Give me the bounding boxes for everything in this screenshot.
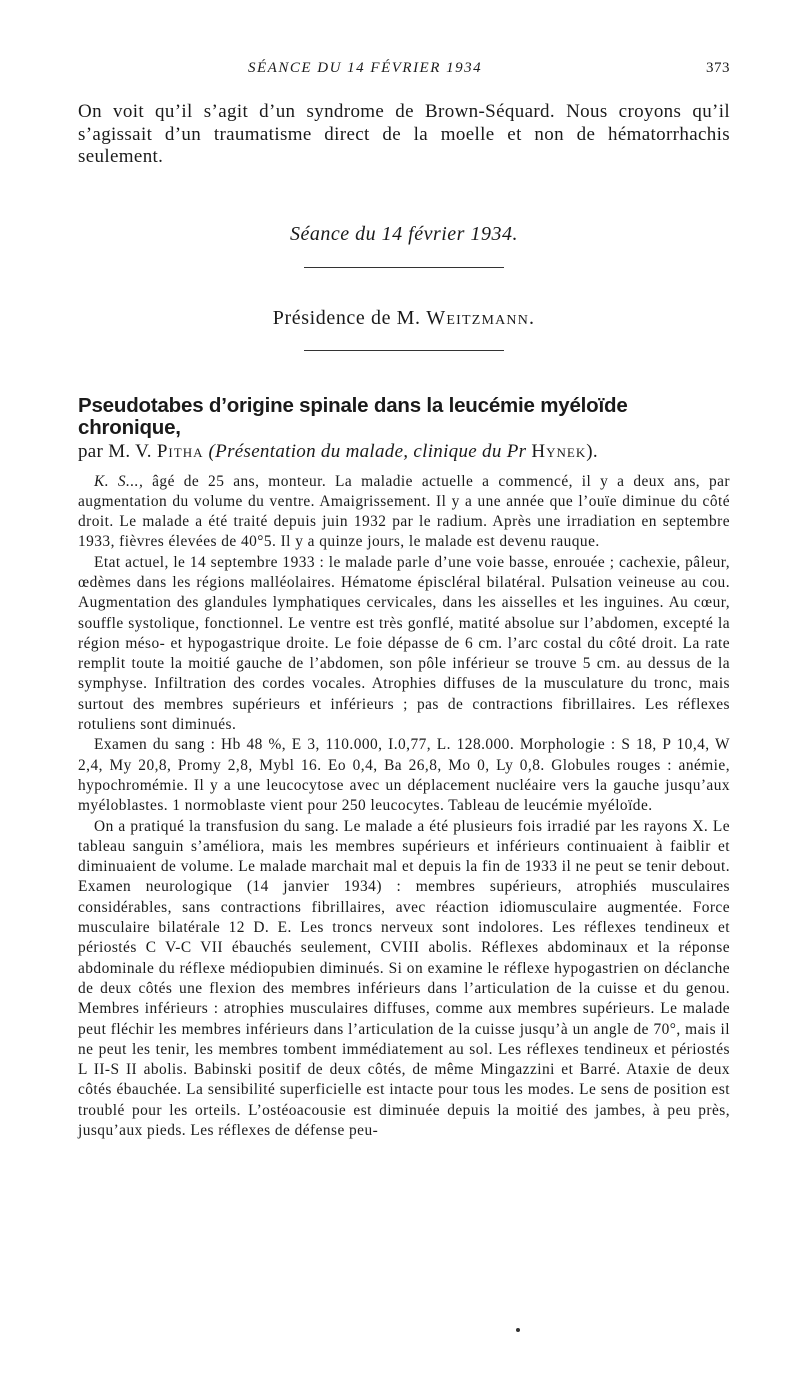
presidence-prefix: Présidence de M.	[272, 306, 421, 329]
body-paragraph: Etat actuel, le 14 septembre 1933 : le malade parle d’une voie basse, enrouée ; cachexie, pâleur, œdèmes dans les régions malléolaires. Hématome épiscléral bilatéral. Pulsation veineuse au cou. Augmentation des glandules lymphatiques cervicales, dans les aisselles et les inguines. Au cœur, souffle systolique, fonctionnel. Le ventre est très gonflé, matité absolue sur l’abdomen, excepté la région méso- et hypogastrique droite. Le foie dépasse de 6 cm. l’arc costal du côté droit. La rate remplit toute la moitié gauche de l’abdomen, son pôle inférieur se trouve 5 cm. au dessus de la symphyse. Infiltration des cordes vocales. Atrophies diffuses de la musculature du tronc, mais surtout des membres supérieurs et inférieurs ; pas de contractions fibrillaires. Les réflexes rotuliens sont diminués.	[78, 553, 730, 734]
byline-end: ).	[586, 440, 598, 462]
patient-initials: K. S...,	[94, 472, 144, 490]
byline-prefix: par M. V.	[78, 440, 152, 462]
running-head-title: SÉANCE DU 14 FÉVRIER 1934	[248, 60, 483, 76]
article-title: Pseudotabes d’origine spinale dans la leucémie myéloïde chronique,	[78, 393, 628, 439]
divider-rule	[304, 267, 504, 268]
president-name: Weitzmann.	[426, 306, 536, 329]
byline-chief: Hynek	[531, 440, 587, 462]
intro-paragraph: On voit qu’il s’agit d’un syndrome de Brown-Séquard. Nous croyons qu’il s’agissait d’un traumatisme direct de la moelle et non de hématorrhachis seulement.	[78, 101, 730, 167]
body-paragraph: On a pratiqué la transfusion du sang. Le malade a été plusieurs fois irradié par les rayons X. Le tableau sanguin s’améliora, mais les membres supérieurs et inférieurs continuaient à faiblir et diminuaient de volume. Le malade marchait mal et depuis la fin de 1933 il ne peut se tenir debout. Examen neurologique (14 janvier 1934) : membres supérieurs, atrophiés musculaires considérables, sans contractions fibrillaires, avec réaction idiomusculaire augmentée. Force musculaire bilatérale 12 D. E. Les troncs nerveux sont indolores. Les réflexes tendineux et périostés C V-C VII ébauchés seulement, CVIII abolis. Réflexes abdominaux et la réponse abdominale du réflexe médiopubien diminués. Si on examine le réflexe hypogastrien on déclanche de deux côtés une flexion des membres inférieurs dans l’articulation de la cuisse et du genou. Membres inférieurs : atrophies musculaires diffuses, comme aux membres supérieurs. Le malade peut fléchir les membres inférieurs dans l’articulation de la cuisse jusqu’à un angle de 70°, mais il ne peut les tenir, les membres tombent immédiatement au sol. Les réflexes tendineux et périostés L II-S II abolis. Babinski positif de deux côtés, de même Mingazzini et Barré. Ataxie de deux côtés ébauchée. La sensibilité superficielle est intacte pour tous les modes. Le sens de position est troublé pour les orteils. L’ostéoacousie est diminuée depuis la moitié des jambes, à peu près, jusqu’aux pieds. Les réflexes de défense peu-	[78, 817, 730, 1139]
presidence-line	[78, 307, 730, 330]
paragraph-text: âgé de 25 ans, monteur. La maladie actuelle a commencé, il y a deux ans, par augmentation du volume du ventre. Amaigrissement. Il y a une année que l’ouïe diminue du côté droit. Le malade a été traité depuis juin 1932 par le radium. Après une irradiation en septembre 1933, fièvres élevées de 40°5. Il y a quinze jours, le malade est devenu rauque.	[78, 472, 730, 551]
journal-page	[78, 60, 730, 1141]
byline-author: Pitha	[156, 440, 204, 462]
byline	[78, 441, 730, 462]
article-body	[78, 472, 730, 1142]
running-head	[248, 60, 730, 77]
divider-rule	[304, 350, 504, 351]
body-paragraph: Examen du sang : Hb 48 %, E 3, 110.000, I.0,77, L. 128.000. Morphologie : S 18, P 10,4, W 2,4, My 20,8, Promy 2,8, Mybl 16. Eo 0,4, Ba 26,8, Mo 0, Ly 0,8. Globules rouges : anémie, hypochromémie. Il y a une leucocytose avec un déplacement nucléaire vers la gauche jusqu’aux myéloblastes. 1 normoblaste vient pour 250 leucocytes. Tableau de leucémie myéloïde.	[78, 736, 730, 815]
session-title: Séance du 14 février 1934.	[290, 222, 518, 245]
body-paragraph	[78, 472, 730, 553]
byline-note: (Présentation du malade, clinique du Pr	[208, 440, 527, 462]
print-speck	[516, 1328, 520, 1332]
page-number: 373	[706, 60, 730, 76]
